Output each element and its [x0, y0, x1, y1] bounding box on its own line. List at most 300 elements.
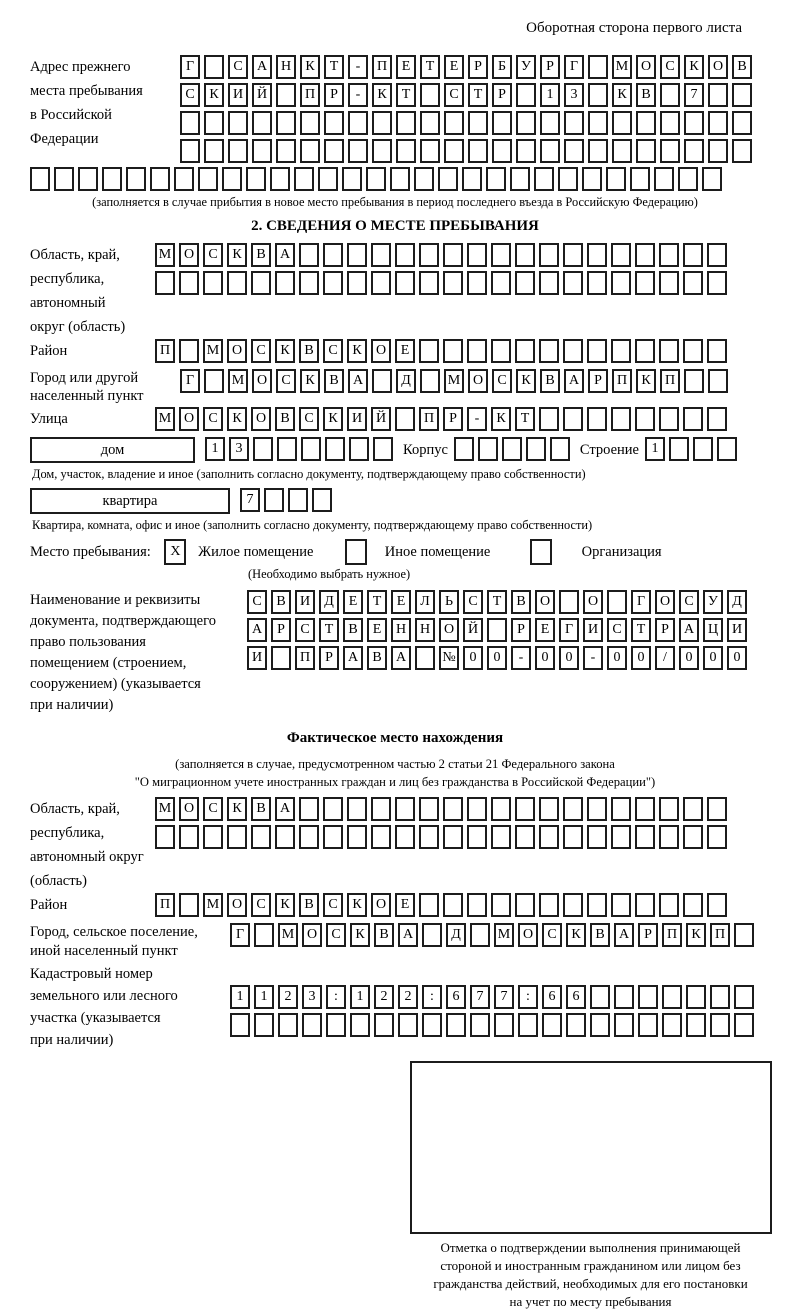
char-cell[interactable]: А	[275, 243, 295, 267]
char-cell[interactable]: Е	[391, 590, 411, 614]
char-cell[interactable]: М	[203, 893, 223, 917]
char-cell[interactable]	[371, 797, 391, 821]
char-cell[interactable]	[462, 167, 482, 191]
char-cell[interactable]	[662, 985, 682, 1009]
char-cell[interactable]: 0	[487, 646, 507, 670]
char-cell[interactable]	[614, 1013, 634, 1037]
char-cell[interactable]: А	[247, 618, 267, 642]
char-cell[interactable]: -	[583, 646, 603, 670]
char-cell[interactable]: К	[227, 243, 247, 267]
char-cell[interactable]	[253, 437, 273, 461]
char-cell[interactable]	[707, 339, 727, 363]
char-cell[interactable]	[590, 985, 610, 1009]
char-cell[interactable]: А	[391, 646, 411, 670]
char-cell[interactable]	[491, 243, 511, 267]
dom-type-box[interactable]: дом	[30, 437, 195, 463]
char-cell[interactable]: А	[398, 923, 418, 947]
char-cell[interactable]: С	[276, 369, 296, 393]
char-cell[interactable]	[390, 167, 410, 191]
char-cell[interactable]: С	[299, 407, 319, 431]
char-cell[interactable]	[204, 111, 224, 135]
char-cell[interactable]: 2	[398, 985, 418, 1009]
char-cell[interactable]	[299, 797, 319, 821]
char-cell[interactable]	[563, 407, 583, 431]
char-cell[interactable]: Г	[180, 55, 200, 79]
char-cell[interactable]	[371, 825, 391, 849]
char-cell[interactable]	[422, 923, 442, 947]
char-cell[interactable]	[150, 167, 170, 191]
char-cell[interactable]: М	[612, 55, 632, 79]
char-cell[interactable]	[660, 139, 680, 163]
char-cell[interactable]: 0	[727, 646, 747, 670]
char-cell[interactable]	[347, 271, 367, 295]
char-cell[interactable]	[606, 167, 626, 191]
char-cell[interactable]: У	[516, 55, 536, 79]
kvartira-type-box[interactable]: квартира	[30, 488, 230, 514]
char-cell[interactable]	[491, 893, 511, 917]
char-cell[interactable]: М	[155, 243, 175, 267]
char-cell[interactable]	[734, 1013, 754, 1037]
char-cell[interactable]: К	[491, 407, 511, 431]
char-cell[interactable]: О	[227, 893, 247, 917]
char-cell[interactable]	[587, 271, 607, 295]
char-cell[interactable]: И	[583, 618, 603, 642]
char-cell[interactable]	[444, 139, 464, 163]
char-cell[interactable]	[179, 339, 199, 363]
char-cell[interactable]: Н	[415, 618, 435, 642]
checkbox-organizatsiya[interactable]	[530, 539, 552, 565]
char-cell[interactable]	[276, 139, 296, 163]
char-cell[interactable]	[590, 1013, 610, 1037]
char-cell[interactable]: Г	[180, 369, 200, 393]
char-cell[interactable]: И	[228, 83, 248, 107]
char-cell[interactable]	[301, 437, 321, 461]
char-cell[interactable]	[660, 83, 680, 107]
char-cell[interactable]	[323, 825, 343, 849]
char-cell[interactable]	[636, 139, 656, 163]
char-cell[interactable]	[444, 111, 464, 135]
char-cell[interactable]: С	[542, 923, 562, 947]
char-cell[interactable]: С	[463, 590, 483, 614]
char-cell[interactable]: В	[367, 646, 387, 670]
char-cell[interactable]	[275, 825, 295, 849]
char-cell[interactable]	[302, 1013, 322, 1037]
char-cell[interactable]	[707, 825, 727, 849]
char-cell[interactable]	[395, 797, 415, 821]
char-cell[interactable]: 7	[470, 985, 490, 1009]
char-cell[interactable]: О	[251, 407, 271, 431]
char-cell[interactable]	[395, 407, 415, 431]
char-cell[interactable]	[708, 369, 728, 393]
char-cell[interactable]	[395, 271, 415, 295]
char-cell[interactable]: Р	[468, 55, 488, 79]
char-cell[interactable]	[348, 111, 368, 135]
char-cell[interactable]	[179, 893, 199, 917]
char-cell[interactable]: Н	[276, 55, 296, 79]
char-cell[interactable]: В	[540, 369, 560, 393]
char-cell[interactable]: К	[566, 923, 586, 947]
char-cell[interactable]	[227, 825, 247, 849]
char-cell[interactable]	[563, 339, 583, 363]
char-cell[interactable]	[516, 111, 536, 135]
char-cell[interactable]	[349, 437, 369, 461]
char-cell[interactable]	[587, 243, 607, 267]
char-cell[interactable]	[614, 985, 634, 1009]
char-cell[interactable]	[347, 243, 367, 267]
char-cell[interactable]: А	[679, 618, 699, 642]
char-cell[interactable]	[350, 1013, 370, 1037]
char-cell[interactable]: Й	[463, 618, 483, 642]
char-cell[interactable]: В	[374, 923, 394, 947]
char-cell[interactable]: Р	[443, 407, 463, 431]
char-cell[interactable]	[420, 369, 440, 393]
char-cell[interactable]	[559, 590, 579, 614]
char-cell[interactable]	[564, 139, 584, 163]
char-cell[interactable]	[422, 1013, 442, 1037]
char-cell[interactable]: А	[252, 55, 272, 79]
char-cell[interactable]	[492, 139, 512, 163]
char-cell[interactable]: С	[660, 55, 680, 79]
char-cell[interactable]	[515, 797, 535, 821]
char-cell[interactable]: С	[679, 590, 699, 614]
char-cell[interactable]: К	[636, 369, 656, 393]
char-cell[interactable]	[415, 646, 435, 670]
char-cell[interactable]	[491, 271, 511, 295]
char-cell[interactable]: Р	[319, 646, 339, 670]
char-cell[interactable]: О	[655, 590, 675, 614]
char-cell[interactable]: К	[300, 369, 320, 393]
char-cell[interactable]	[276, 83, 296, 107]
char-cell[interactable]: 0	[463, 646, 483, 670]
char-cell[interactable]: А	[348, 369, 368, 393]
char-cell[interactable]	[252, 139, 272, 163]
char-cell[interactable]: Г	[559, 618, 579, 642]
char-cell[interactable]: Р	[655, 618, 675, 642]
char-cell[interactable]	[254, 923, 274, 947]
char-cell[interactable]	[684, 139, 704, 163]
char-cell[interactable]	[635, 243, 655, 267]
char-cell[interactable]	[587, 825, 607, 849]
char-cell[interactable]	[491, 797, 511, 821]
char-cell[interactable]	[419, 339, 439, 363]
char-cell[interactable]: 1	[230, 985, 250, 1009]
char-cell[interactable]: В	[636, 83, 656, 107]
char-cell[interactable]	[659, 243, 679, 267]
char-cell[interactable]	[678, 167, 698, 191]
char-cell[interactable]	[516, 83, 536, 107]
char-cell[interactable]: 0	[631, 646, 651, 670]
char-cell[interactable]: 0	[559, 646, 579, 670]
char-cell[interactable]: Д	[446, 923, 466, 947]
char-cell[interactable]	[587, 339, 607, 363]
char-cell[interactable]: Т	[420, 55, 440, 79]
char-cell[interactable]	[204, 139, 224, 163]
char-cell[interactable]	[371, 243, 391, 267]
char-cell[interactable]: Ь	[439, 590, 459, 614]
char-cell[interactable]: И	[727, 618, 747, 642]
char-cell[interactable]: И	[295, 590, 315, 614]
char-cell[interactable]	[636, 111, 656, 135]
char-cell[interactable]: В	[511, 590, 531, 614]
char-cell[interactable]	[638, 1013, 658, 1037]
char-cell[interactable]	[179, 271, 199, 295]
char-cell[interactable]	[588, 111, 608, 135]
char-cell[interactable]	[270, 167, 290, 191]
char-cell[interactable]	[710, 1013, 730, 1037]
char-cell[interactable]: Е	[343, 590, 363, 614]
char-cell[interactable]	[420, 111, 440, 135]
char-cell[interactable]: У	[703, 590, 723, 614]
char-cell[interactable]	[227, 271, 247, 295]
char-cell[interactable]: И	[347, 407, 367, 431]
char-cell[interactable]: М	[444, 369, 464, 393]
char-cell[interactable]	[264, 488, 284, 512]
char-cell[interactable]: В	[271, 590, 291, 614]
char-cell[interactable]	[502, 437, 522, 461]
char-cell[interactable]	[635, 339, 655, 363]
char-cell[interactable]: Р	[492, 83, 512, 107]
char-cell[interactable]: К	[227, 797, 247, 821]
char-cell[interactable]	[419, 797, 439, 821]
char-cell[interactable]: С	[607, 618, 627, 642]
char-cell[interactable]	[396, 139, 416, 163]
char-cell[interactable]: С	[203, 243, 223, 267]
char-cell[interactable]: К	[275, 893, 295, 917]
char-cell[interactable]	[702, 167, 722, 191]
char-cell[interactable]	[611, 339, 631, 363]
char-cell[interactable]: М	[228, 369, 248, 393]
char-cell[interactable]	[180, 111, 200, 135]
char-cell[interactable]	[707, 797, 727, 821]
char-cell[interactable]	[659, 893, 679, 917]
char-cell[interactable]: 1	[254, 985, 274, 1009]
char-cell[interactable]	[478, 437, 498, 461]
char-cell[interactable]	[660, 111, 680, 135]
char-cell[interactable]: 3	[229, 437, 249, 461]
char-cell[interactable]	[446, 1013, 466, 1037]
char-cell[interactable]	[539, 407, 559, 431]
char-cell[interactable]: Р	[324, 83, 344, 107]
char-cell[interactable]	[635, 797, 655, 821]
char-cell[interactable]	[278, 1013, 298, 1037]
char-cell[interactable]: В	[251, 797, 271, 821]
char-cell[interactable]	[588, 139, 608, 163]
char-cell[interactable]	[607, 590, 627, 614]
char-cell[interactable]: М	[494, 923, 514, 947]
char-cell[interactable]	[710, 985, 730, 1009]
char-cell[interactable]	[515, 825, 535, 849]
char-cell[interactable]	[299, 825, 319, 849]
char-cell[interactable]	[323, 797, 343, 821]
char-cell[interactable]	[539, 797, 559, 821]
char-cell[interactable]: В	[275, 407, 295, 431]
char-cell[interactable]: 0	[703, 646, 723, 670]
char-cell[interactable]	[419, 825, 439, 849]
char-cell[interactable]	[228, 111, 248, 135]
char-cell[interactable]	[611, 797, 631, 821]
char-cell[interactable]: С	[180, 83, 200, 107]
char-cell[interactable]: П	[612, 369, 632, 393]
char-cell[interactable]: Р	[638, 923, 658, 947]
char-cell[interactable]: Т	[367, 590, 387, 614]
char-cell[interactable]	[563, 893, 583, 917]
char-cell[interactable]: -	[467, 407, 487, 431]
char-cell[interactable]: Т	[396, 83, 416, 107]
char-cell[interactable]	[558, 167, 578, 191]
char-cell[interactable]: О	[535, 590, 555, 614]
char-cell[interactable]: О	[371, 339, 391, 363]
char-cell[interactable]	[468, 139, 488, 163]
char-cell[interactable]	[659, 797, 679, 821]
char-cell[interactable]: Д	[319, 590, 339, 614]
char-cell[interactable]	[325, 437, 345, 461]
char-cell[interactable]: О	[179, 797, 199, 821]
char-cell[interactable]: Г	[564, 55, 584, 79]
char-cell[interactable]: С	[492, 369, 512, 393]
char-cell[interactable]	[540, 139, 560, 163]
char-cell[interactable]	[683, 797, 703, 821]
char-cell[interactable]: О	[439, 618, 459, 642]
char-cell[interactable]	[443, 271, 463, 295]
char-cell[interactable]	[371, 271, 391, 295]
char-cell[interactable]: С	[203, 407, 223, 431]
char-cell[interactable]	[563, 271, 583, 295]
char-cell[interactable]	[611, 243, 631, 267]
char-cell[interactable]: Й	[252, 83, 272, 107]
char-cell[interactable]: К	[350, 923, 370, 947]
char-cell[interactable]: О	[371, 893, 391, 917]
char-cell[interactable]: 6	[566, 985, 586, 1009]
char-cell[interactable]	[611, 825, 631, 849]
char-cell[interactable]	[324, 139, 344, 163]
char-cell[interactable]	[515, 339, 535, 363]
char-cell[interactable]	[516, 139, 536, 163]
char-cell[interactable]	[612, 111, 632, 135]
char-cell[interactable]: К	[516, 369, 536, 393]
char-cell[interactable]	[300, 111, 320, 135]
char-cell[interactable]: К	[372, 83, 392, 107]
char-cell[interactable]: А	[343, 646, 363, 670]
char-cell[interactable]	[534, 167, 554, 191]
char-cell[interactable]: К	[612, 83, 632, 107]
char-cell[interactable]	[515, 243, 535, 267]
char-cell[interactable]	[539, 825, 559, 849]
char-cell[interactable]: -	[348, 55, 368, 79]
char-cell[interactable]	[54, 167, 74, 191]
char-cell[interactable]: С	[326, 923, 346, 947]
char-cell[interactable]	[443, 339, 463, 363]
char-cell[interactable]: Р	[540, 55, 560, 79]
char-cell[interactable]	[492, 111, 512, 135]
char-cell[interactable]: Г	[230, 923, 250, 947]
char-cell[interactable]: 1	[540, 83, 560, 107]
char-cell[interactable]	[588, 83, 608, 107]
char-cell[interactable]: Д	[727, 590, 747, 614]
char-cell[interactable]: С	[228, 55, 248, 79]
char-cell[interactable]	[659, 825, 679, 849]
char-cell[interactable]	[611, 407, 631, 431]
char-cell[interactable]: П	[419, 407, 439, 431]
char-cell[interactable]: К	[686, 923, 706, 947]
char-cell[interactable]	[542, 1013, 562, 1037]
char-cell[interactable]: О	[518, 923, 538, 947]
char-cell[interactable]	[420, 139, 440, 163]
char-cell[interactable]: 7	[684, 83, 704, 107]
char-cell[interactable]	[198, 167, 218, 191]
char-cell[interactable]: Е	[444, 55, 464, 79]
char-cell[interactable]: В	[732, 55, 752, 79]
char-cell[interactable]	[222, 167, 242, 191]
char-cell[interactable]: К	[347, 893, 367, 917]
char-cell[interactable]	[563, 797, 583, 821]
char-cell[interactable]: Б	[492, 55, 512, 79]
char-cell[interactable]: В	[590, 923, 610, 947]
char-cell[interactable]	[323, 243, 343, 267]
char-cell[interactable]: И	[247, 646, 267, 670]
char-cell[interactable]: Т	[468, 83, 488, 107]
char-cell[interactable]	[420, 83, 440, 107]
char-cell[interactable]: В	[299, 893, 319, 917]
char-cell[interactable]: К	[300, 55, 320, 79]
char-cell[interactable]	[707, 271, 727, 295]
char-cell[interactable]: -	[348, 83, 368, 107]
char-cell[interactable]: 2	[278, 985, 298, 1009]
char-cell[interactable]	[396, 111, 416, 135]
char-cell[interactable]: К	[323, 407, 343, 431]
char-cell[interactable]	[230, 1013, 250, 1037]
char-cell[interactable]: М	[203, 339, 223, 363]
char-cell[interactable]	[669, 437, 689, 461]
char-cell[interactable]	[630, 167, 650, 191]
char-cell[interactable]: 1	[205, 437, 225, 461]
char-cell[interactable]: П	[155, 339, 175, 363]
char-cell[interactable]: К	[204, 83, 224, 107]
char-cell[interactable]: П	[155, 893, 175, 917]
char-cell[interactable]	[587, 797, 607, 821]
char-cell[interactable]: 3	[302, 985, 322, 1009]
char-cell[interactable]: А	[275, 797, 295, 821]
char-cell[interactable]: М	[155, 797, 175, 821]
char-cell[interactable]	[539, 339, 559, 363]
char-cell[interactable]: 7	[494, 985, 514, 1009]
char-cell[interactable]	[518, 1013, 538, 1037]
char-cell[interactable]	[228, 139, 248, 163]
char-cell[interactable]: :	[326, 985, 346, 1009]
char-cell[interactable]	[683, 893, 703, 917]
char-cell[interactable]	[684, 369, 704, 393]
char-cell[interactable]: К	[227, 407, 247, 431]
char-cell[interactable]	[467, 243, 487, 267]
checkbox-inoe[interactable]	[345, 539, 367, 565]
char-cell[interactable]: К	[347, 339, 367, 363]
char-cell[interactable]: 3	[564, 83, 584, 107]
char-cell[interactable]	[659, 339, 679, 363]
char-cell[interactable]: Е	[367, 618, 387, 642]
char-cell[interactable]	[467, 339, 487, 363]
char-cell[interactable]	[251, 825, 271, 849]
char-cell[interactable]	[443, 893, 463, 917]
char-cell[interactable]: Е	[395, 339, 415, 363]
char-cell[interactable]	[563, 825, 583, 849]
char-cell[interactable]	[587, 893, 607, 917]
char-cell[interactable]	[684, 111, 704, 135]
char-cell[interactable]	[318, 167, 338, 191]
char-cell[interactable]: :	[422, 985, 442, 1009]
char-cell[interactable]	[708, 111, 728, 135]
char-cell[interactable]	[438, 167, 458, 191]
char-cell[interactable]	[686, 985, 706, 1009]
char-cell[interactable]	[550, 437, 570, 461]
